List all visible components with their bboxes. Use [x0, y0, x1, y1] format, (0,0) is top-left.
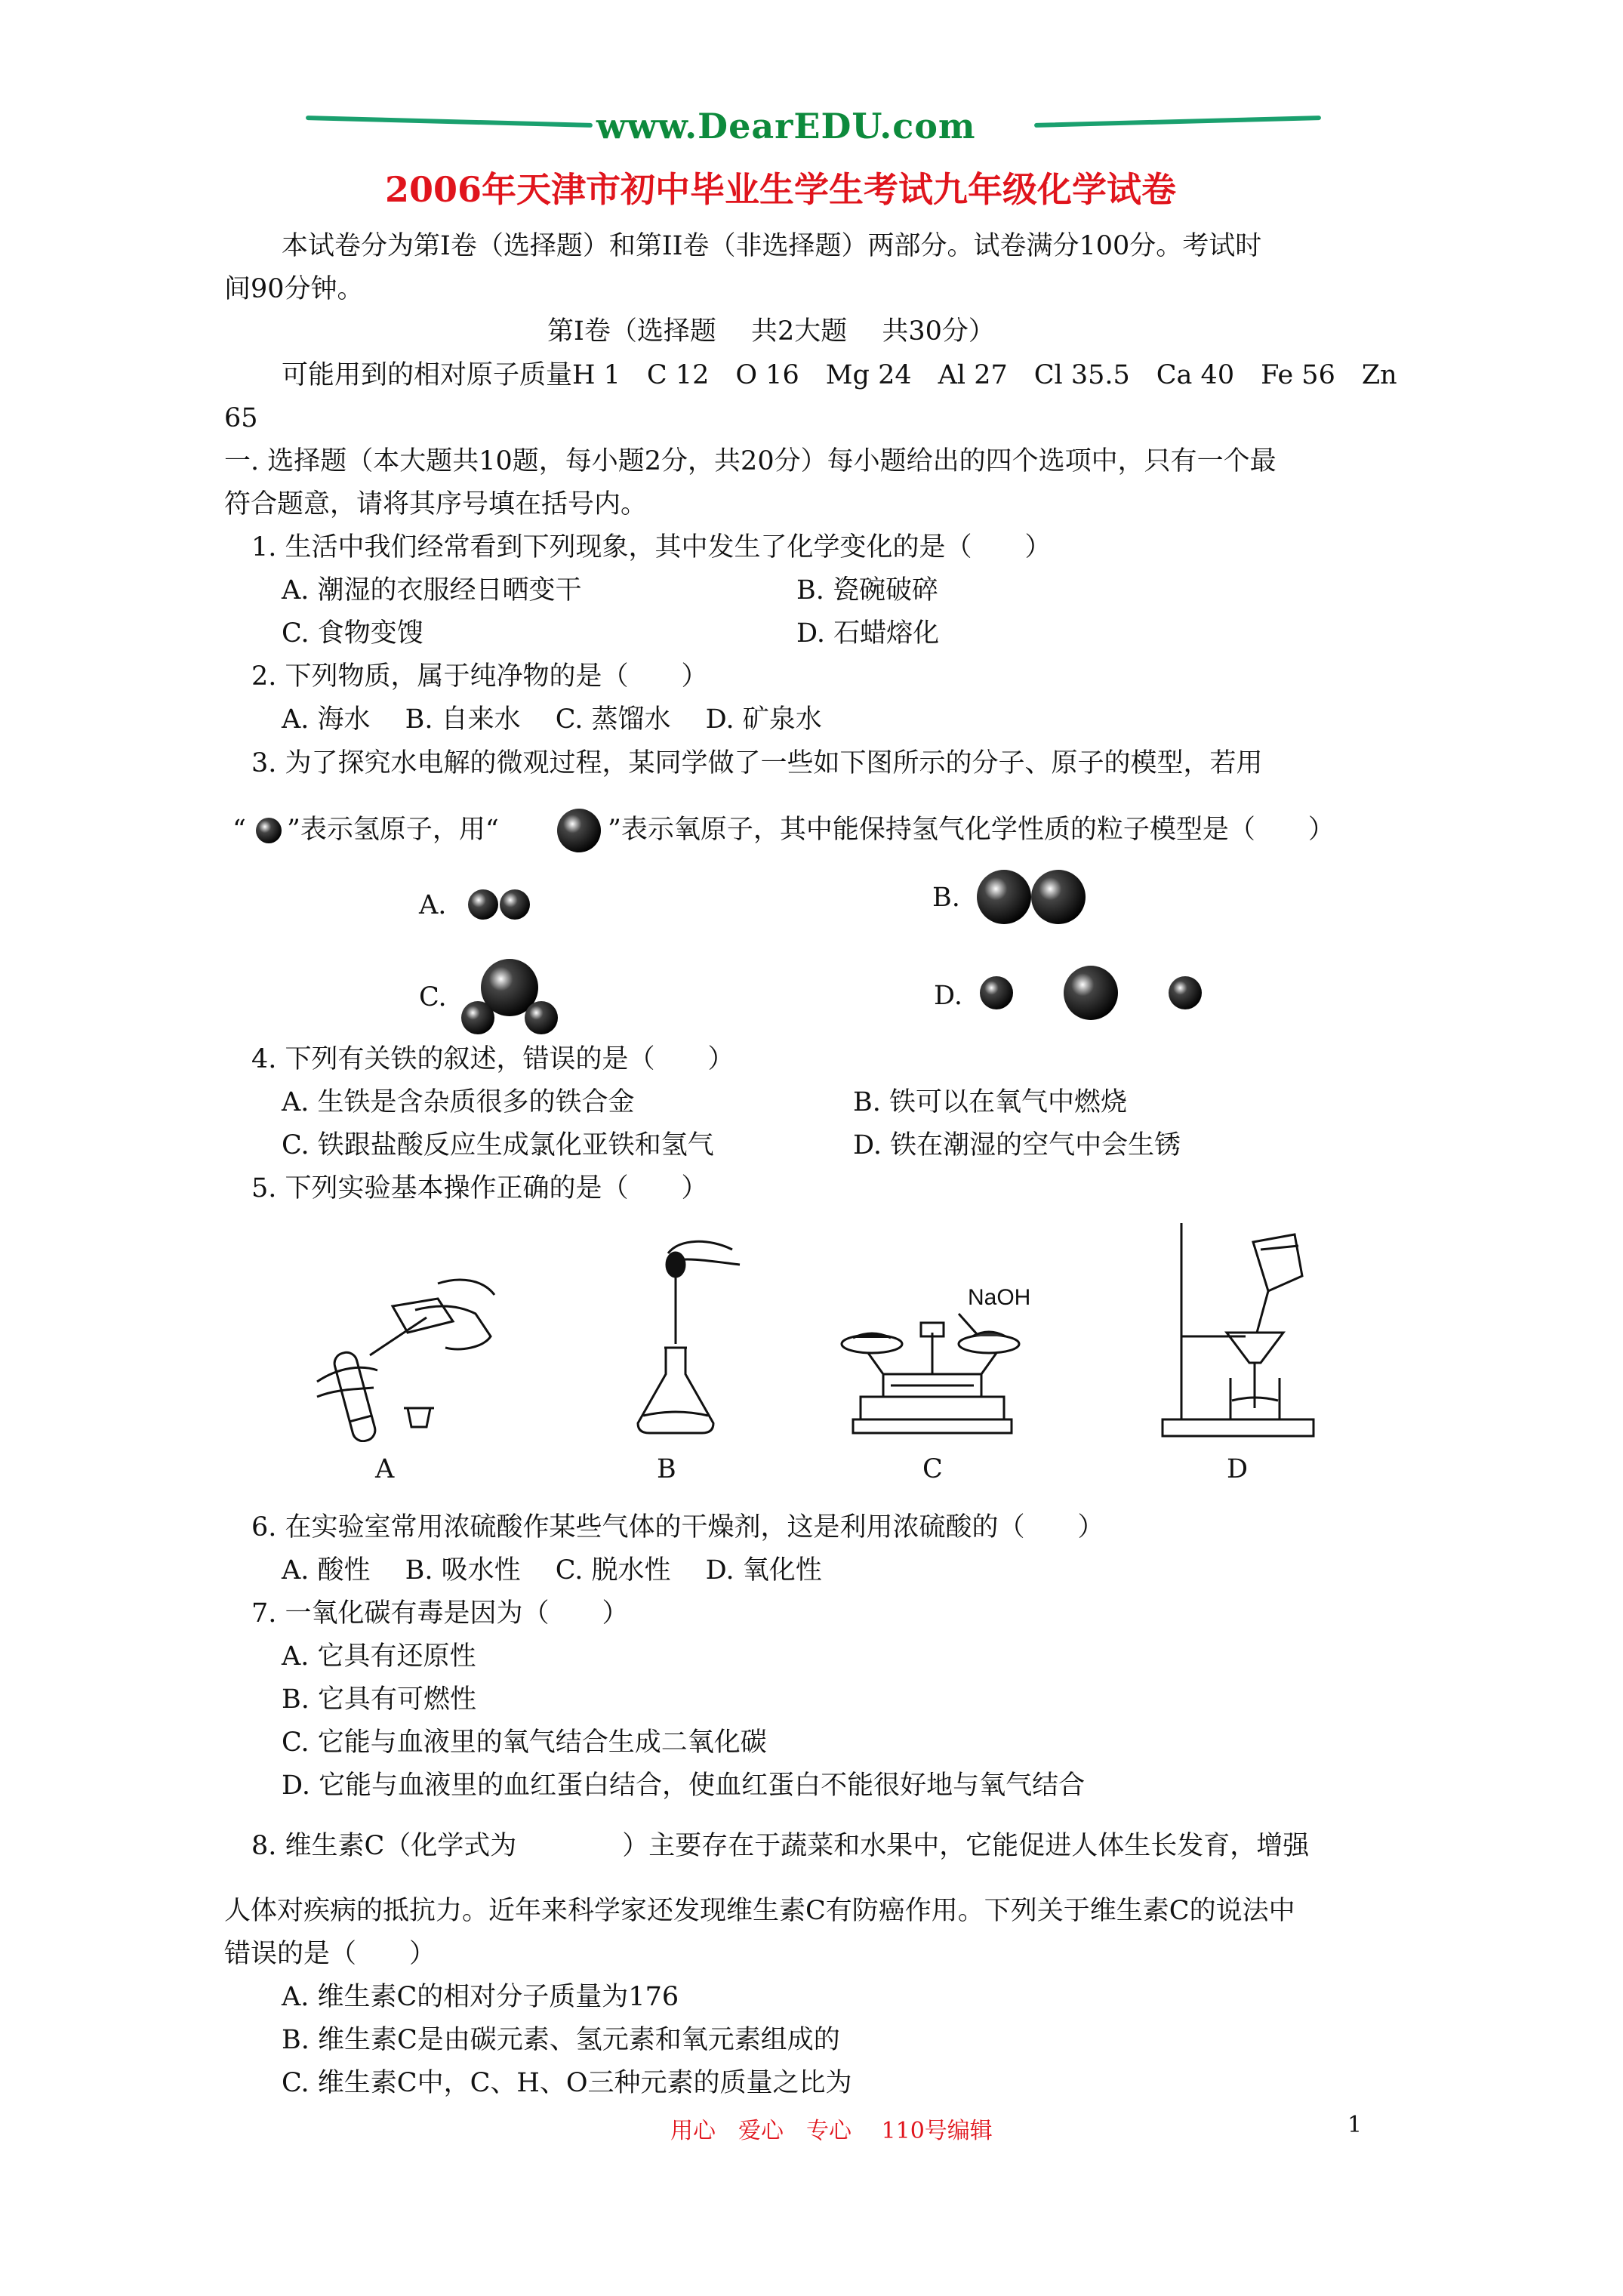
part1-heading: 第Ⅰ卷（选择题 共2大题 共30分） [547, 316, 995, 347]
site-logo[interactable]: www.DearEDU.com [596, 106, 976, 146]
q2-stem: 2. 下列物质，属于纯净物的是（ ） [251, 661, 708, 692]
q8-stem-2: 人体对疾病的抵抗力。近年来科学家还发现维生素C有防癌作用。下列关于维生素C的说法中 [224, 1896, 1295, 1926]
q8-option-b: B. 维生素C是由碳元素、氢元素和氧元素组成的 [282, 2025, 840, 2055]
q5-label-c: C [922, 1454, 943, 1484]
q1-option-b: B. 瓷碗破碎 [796, 575, 938, 606]
hydrogen-atom-icon [254, 815, 284, 846]
atomic-mass-line-2: 65 [224, 403, 258, 433]
q6-options: A. 酸性 B. 吸水性 C. 脱水性 D. 氧化性 [282, 1555, 822, 1586]
q3-label-a: A. [419, 890, 447, 920]
q3-line2-a: “ [233, 815, 246, 845]
q5-stem: 5. 下列实验基本操作正确的是（ ） [251, 1173, 708, 1203]
q8-option-c: C. 维生素C中，C、H、O三种元素的质量之比为 [282, 2068, 852, 2098]
exam-title: 2006年天津市初中毕业生学生考试九年级化学试卷 [385, 169, 1177, 210]
q8-stem-1: 8. 维生素C（化学式为 ）主要存在于蔬菜和水果中，它能促进人体生长发育，增强 [251, 1831, 1310, 1861]
q3-stem: 3. 为了探究水电解的微观过程，某同学做了一些如下图所示的分子、原子的模型，若用 [251, 748, 1263, 778]
q7-stem: 7. 一氧化碳有毒是因为（ ） [251, 1598, 629, 1629]
q3-label-c: C. [419, 982, 447, 1012]
footer-editor: 用心 爱心 专心 110号编辑 [670, 2118, 993, 2144]
q5-label-d: D [1227, 1454, 1249, 1484]
model-c-water-molecule [457, 950, 562, 1040]
q6-stem: 6. 在实验室常用浓硫酸作某些气体的干燥剂，这是利用浓硫酸的（ ） [251, 1512, 1104, 1542]
section1-line-1: 一. 选择题（本大题共10题，每小题2分，共20分）每小题给出的四个选项中，只有一个最 [224, 446, 1277, 476]
q7-option-a: A. 它具有还原性 [282, 1641, 476, 1672]
section1-line-2: 符合题意，请将其序号填在括号内。 [224, 489, 648, 519]
q7-option-c: C. 它能与血液里的氧气结合生成二氧化碳 [282, 1727, 767, 1758]
q1-option-c: C. 食物变馊 [282, 618, 423, 649]
q5-figure-b-dropper [627, 1231, 755, 1442]
intro-line-1: 本试卷分为第Ⅰ卷（选择题）和第II卷（非选择题）两部分。试卷满分100分。考试时 [282, 231, 1262, 261]
q4-option-c: C. 铁跟盐酸反应生成氯化亚铁和氢气 [282, 1130, 714, 1160]
q7-option-b: B. 它具有可燃性 [282, 1684, 476, 1715]
oxygen-atom-icon [555, 806, 603, 855]
q8-stem-3: 错误的是（ ） [224, 1939, 436, 1969]
header-line-right [1034, 116, 1321, 128]
q1-stem: 1. 生活中我们经常看到下列现象，其中发生了化学变化的是（ ） [251, 532, 1052, 562]
atomic-mass-line-1: 可能用到的相对原子质量H 1 C 12 O 16 Mg 24 Al 27 Cl 35.5 Ca 40 Fe 56 Zn [282, 360, 1397, 390]
q4-stem: 4. 下列有关铁的叙述，错误的是（ ） [251, 1044, 735, 1074]
page-number: 1 [1347, 2112, 1363, 2138]
q1-option-a: A. 潮湿的衣服经日晒变干 [282, 575, 582, 606]
q2-options: A. 海水 B. 自来水 C. 蒸馏水 D. 矿泉水 [282, 704, 822, 735]
q1-option-d: D. 石蜡熔化 [796, 618, 940, 649]
model-a-two-hydrogen [462, 883, 537, 926]
model-d-separate-atoms [974, 959, 1223, 1027]
naoh-label: NaOH [968, 1285, 1031, 1310]
q4-option-d: D. 铁在潮湿的空气中会生锈 [853, 1130, 1181, 1160]
q4-option-a: A. 生铁是含杂质很多的铁合金 [282, 1087, 635, 1117]
q3-line2-b: ”表示氢原子，用“ [287, 815, 499, 845]
q3-line2-c: ”表示氧原子，其中能保持氢气化学性质的粒子模型是（ ） [608, 815, 1335, 845]
model-b-two-oxygen [974, 864, 1095, 929]
q3-label-b: B. [932, 883, 960, 913]
intro-line-2: 间90分钟。 [224, 274, 364, 304]
q7-option-d: D. 它能与血液里的血红蛋白结合，使血红蛋白不能很好地与氧气结合 [282, 1771, 1086, 1801]
q4-option-b: B. 铁可以在氧气中燃烧 [853, 1087, 1127, 1117]
q3-label-d: D. [934, 981, 962, 1011]
q5-label-a: A [375, 1454, 395, 1484]
q5-figure-d-filtration [1155, 1219, 1321, 1446]
q5-figure-a-pouring [302, 1276, 506, 1442]
q8-option-a: A. 维生素C的相对分子质量为176 [282, 1982, 679, 2012]
header-line-left [306, 116, 593, 128]
q5-label-b: B [657, 1454, 676, 1484]
